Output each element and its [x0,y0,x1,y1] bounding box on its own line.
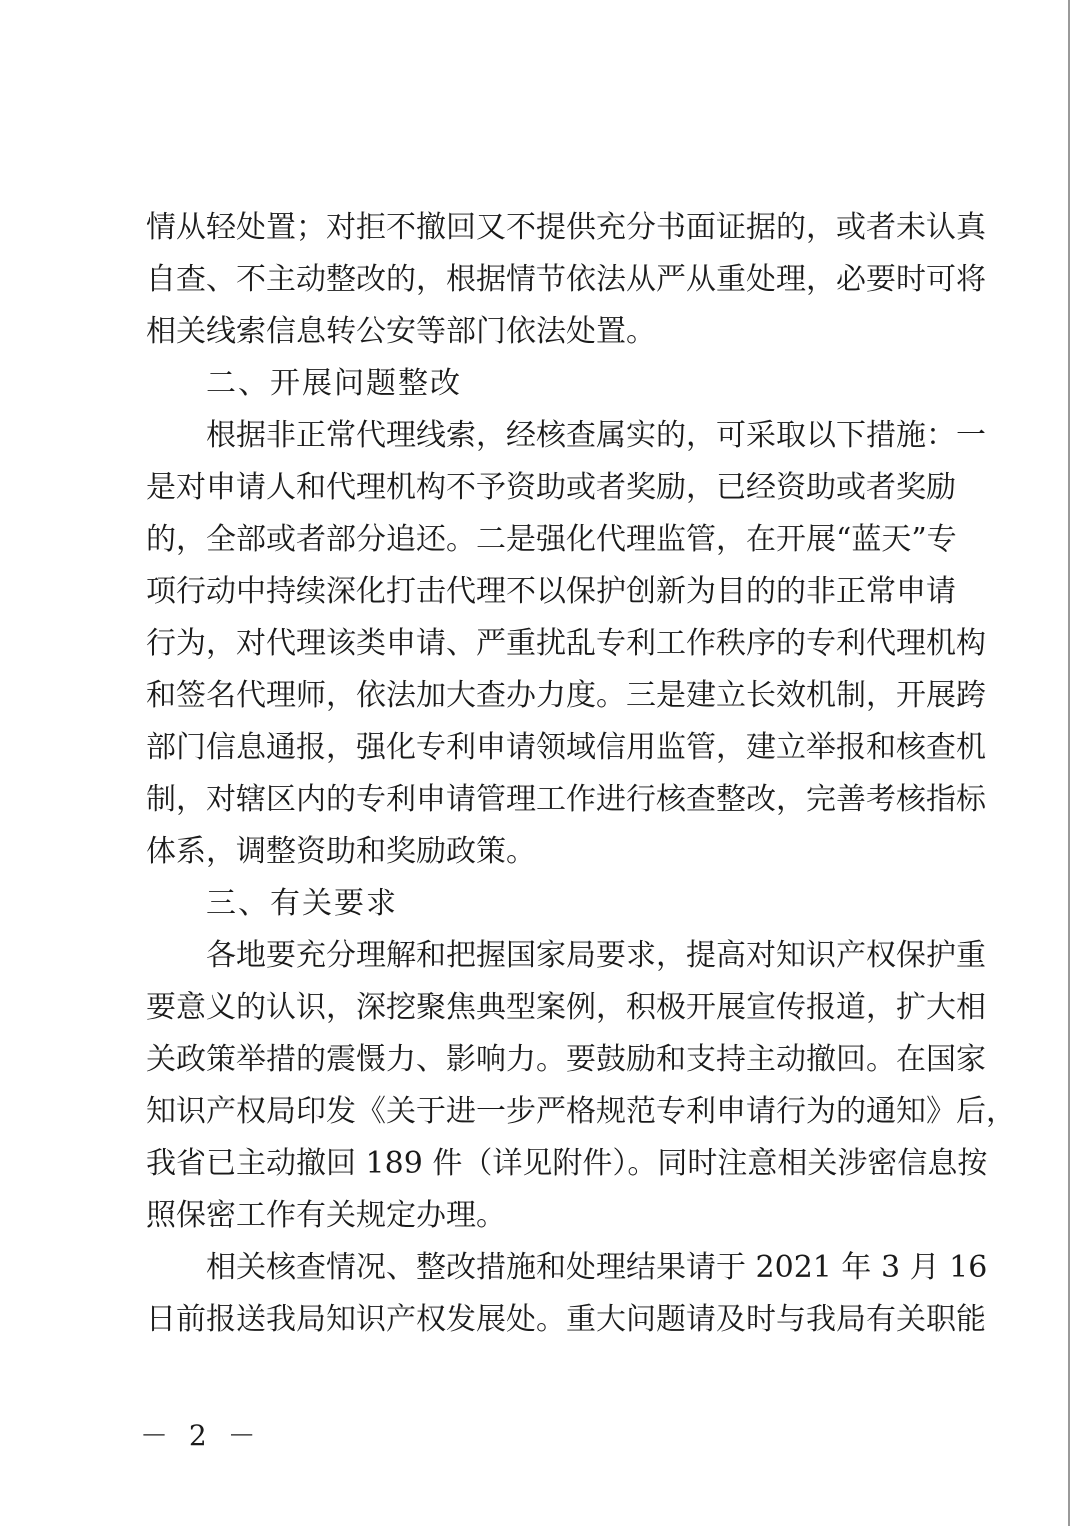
paragraph-line: 我省已主动撤回 189 件（详见附件）。同时注意相关涉密信息按 [146,1146,988,1181]
page-number: － 2 － [140,1419,262,1452]
paragraph-line: 部门信息通报，强化专利申请领域信用监管，建立举报和核查机 [146,730,986,765]
paragraph-line: 各地要充分理解和把握国家局要求，提高对知识产权保护重 [206,938,986,973]
section-heading-3: 三、有关要求 [206,886,398,921]
paragraph-line: 根据非正常代理线索，经核查属实的，可采取以下措施：一 [206,418,986,453]
paragraph-line: 制，对辖区内的专利申请管理工作进行核查整改，完善考核指标 [146,782,986,817]
paragraph-line: 相关核查情况、整改措施和处理结果请于 2021 年 3 月 16 [206,1250,988,1285]
paragraph-line: 情从轻处置；对拒不撤回又不提供充分书面证据的，或者未认真 [146,210,986,245]
page-edge-rule [1068,0,1070,1526]
paragraph-line: 是对申请人和代理机构不予资助或者奖励，已经资助或者奖励 [146,470,956,505]
paragraph-line: 自查、不主动整改的，根据情节依法从严从重处理，必要时可将 [146,262,986,297]
paragraph-line: 关政策举措的震慑力、影响力。要鼓励和支持主动撤回。在国家 [146,1042,986,1077]
paragraph-line: 项行动中持续深化打击代理不以保护创新为目的的非正常申请 [146,574,956,609]
paragraph-line: 照保密工作有关规定办理。 [146,1198,506,1233]
paragraph-line: 知识产权局印发《关于进一步严格规范专利申请行为的通知》后， [146,1094,1016,1129]
section-heading-2: 二、开展问题整改 [206,366,462,401]
paragraph-line: 的，全部或者部分追还。二是强化代理监管，在开展“蓝天”专 [146,522,957,557]
paragraph-line: 体系，调整资助和奖励政策。 [146,834,536,869]
paragraph-line: 相关线索信息转公安等部门依法处置。 [146,314,656,349]
paragraph-line: 行为，对代理该类申请、严重扰乱专利工作秩序的专利代理机构 [146,626,986,661]
paragraph-line: 要意义的认识，深挖聚焦典型案例，积极开展宣传报道，扩大相 [146,990,986,1025]
paragraph-line: 日前报送我局知识产权发展处。重大问题请及时与我局有关职能 [146,1302,986,1337]
paragraph-line: 和签名代理师，依法加大查办力度。三是建立长效机制，开展跨 [146,678,986,713]
